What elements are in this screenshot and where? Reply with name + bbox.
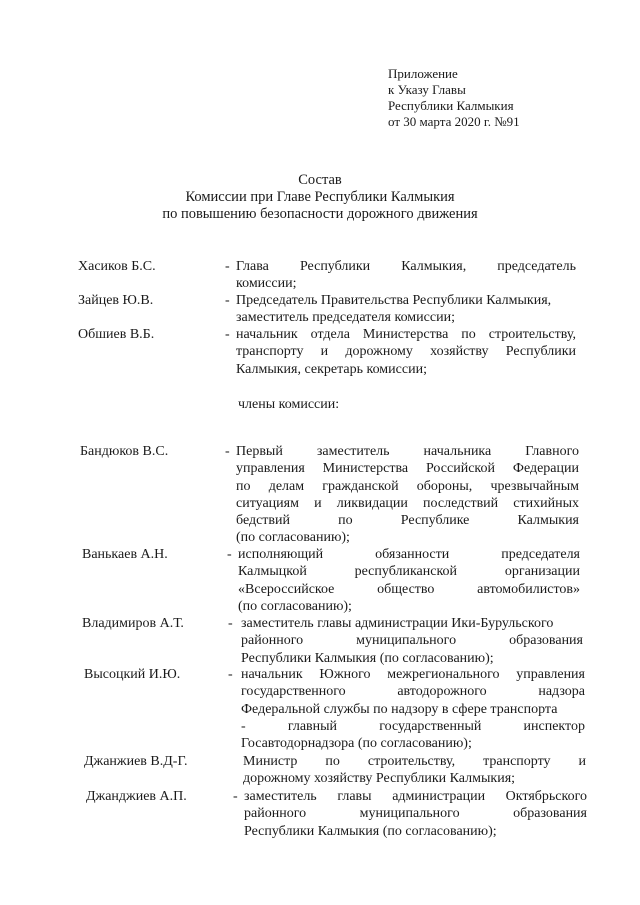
annex-line: Республики Калмыкия	[388, 98, 514, 113]
annex-block	[388, 66, 520, 130]
heading-title: Состав	[298, 172, 342, 188]
document-heading	[0, 172, 640, 223]
entry-dash: -	[228, 616, 233, 631]
member-role: начальник отдела Министерства по строительству, транспорту и дорожному хозяйству Республики Калмыкия, секретарь комиссии;	[236, 327, 576, 377]
member-name: Обшиев В.Б.	[78, 327, 155, 342]
member-role: Министр по строительству, транспорту и дорожному хозяйству Республики Калмыкия;	[243, 754, 586, 787]
member-role: исполняющий обязанности председателя Калмыцкой республиканской организации «Всероссийское общество автомобилистов» (по согласованию);	[238, 547, 580, 614]
member-name: Зайцев Ю.В.	[78, 293, 154, 308]
member-name: Джанджиев А.П.	[86, 789, 187, 804]
member-role: начальник Южного межрегионального управления государственного автодорожного надзора Федеральной службы по надзору в сфере транспорта - главный государственный инспектор Госавтодорнадзора (по согласованию);	[241, 667, 585, 752]
entry-dash: -	[233, 789, 238, 804]
member-role: Председатель Правительства Республики Калмыкия, заместитель председателя комиссии;	[236, 293, 552, 326]
member-role: заместитель главы администрации Ики-Бурульского районного муниципального образования Республики Калмыкия (по согласованию);	[241, 616, 583, 666]
member-role: Первый заместитель начальника Главного управления Министерства Российской Федерации по делам гражданской обороны, чрезвычайным ситуациям и ликвидации последствий стихийных бедствий по Республике Калмыкия (по согласованию);	[236, 444, 579, 546]
entry-dash: -	[225, 293, 230, 308]
member-role: Глава Республики Калмыкия, председатель комиссии;	[236, 259, 576, 292]
annex-line: к Указу Главы	[388, 82, 466, 97]
entry-dash: -	[225, 327, 230, 342]
member-name: Джанжиев В.Д-Г.	[84, 754, 188, 769]
heading-subtitle: по повышению безопасности дорожного движения	[162, 206, 478, 222]
entry-dash: -	[228, 667, 233, 682]
entry-dash: -	[225, 259, 230, 274]
entry-dash: -	[225, 444, 230, 459]
heading-subtitle: Комиссии при Главе Республики Калмыкия	[185, 189, 455, 205]
member-name: Ванькаев А.Н.	[82, 547, 168, 562]
member-name: Высоцкий И.Ю.	[84, 667, 181, 682]
entry-dash: -	[227, 547, 232, 562]
annex-line: от 30 марта 2020 г. №91	[388, 114, 520, 129]
member-name: Бандюков В.С.	[80, 444, 169, 459]
member-name: Владимиров А.Т.	[82, 616, 184, 631]
annex-line: Приложение	[388, 66, 458, 81]
members-label: члены комиссии:	[238, 397, 340, 412]
member-name: Хасиков Б.С.	[78, 259, 156, 274]
member-role: заместитель главы администрации Октябрьского районного муниципального образования Республики Калмыкия (по согласованию);	[244, 789, 587, 839]
